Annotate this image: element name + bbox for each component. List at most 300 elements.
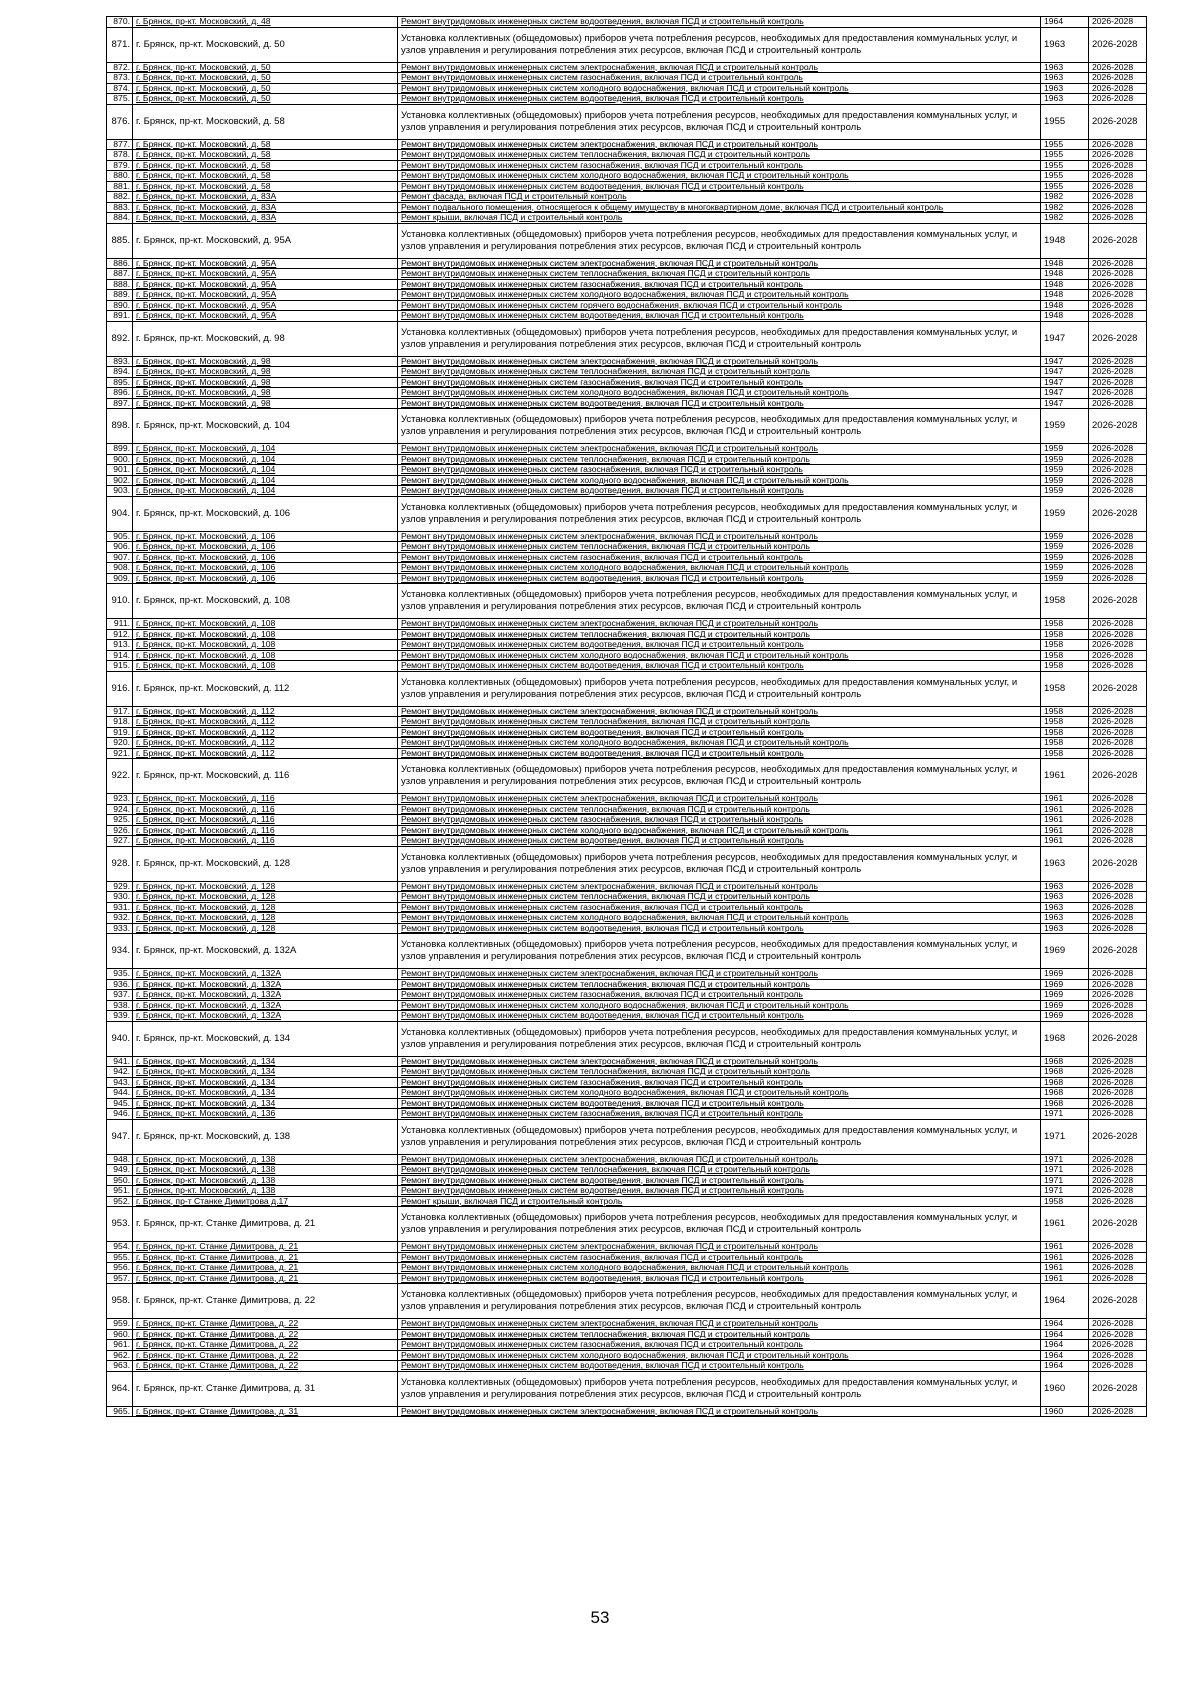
row-number: 929. xyxy=(107,881,133,892)
work-type-cell: Ремонт внутридомовых инженерных систем водоотведения, включая ПСД и строительный контроль xyxy=(398,1011,1041,1022)
table-row xyxy=(107,1119,1147,1154)
period-cell: 2026-2028 xyxy=(1089,83,1147,94)
table-row xyxy=(107,619,1147,630)
work-type-cell: Ремонт внутридомовых инженерных систем водоотведения, включая ПСД и строительный контроль xyxy=(398,17,1041,28)
period-cell: 2026-2028 xyxy=(1089,213,1147,224)
row-number: 925. xyxy=(107,815,133,826)
row-number: 946. xyxy=(107,1109,133,1120)
work-type-cell: Установка коллективных (общедомовых) приборов учета потребления ресурсов, необходимых для предоставления коммунальных услуг, и узлов управления и регулирования потребления этих ресурсов, включая ПСД и строительный контроль xyxy=(398,496,1041,531)
period-cell: 2026-2028 xyxy=(1089,377,1147,388)
row-number: 909. xyxy=(107,573,133,584)
table-row xyxy=(107,552,1147,563)
year-built-cell: 1963 xyxy=(1041,892,1089,903)
year-built-cell: 1963 xyxy=(1041,94,1089,105)
work-type-cell: Ремонт внутридомовых инженерных систем газоснабжения, включая ПСД и строительный контроль xyxy=(398,465,1041,476)
year-built-cell: 1982 xyxy=(1041,213,1089,224)
period-cell: 2026-2028 xyxy=(1089,969,1147,980)
period-cell: 2026-2028 xyxy=(1089,531,1147,542)
period-cell: 2026-2028 xyxy=(1089,629,1147,640)
period-cell: 2026-2028 xyxy=(1089,542,1147,553)
period-cell: 2026-2028 xyxy=(1089,1175,1147,1186)
row-number: 948. xyxy=(107,1154,133,1165)
address-cell: г. Брянск, пр-кт. Московский, д. 112 xyxy=(133,671,398,706)
row-number: 897. xyxy=(107,398,133,409)
address-cell: г. Брянск, пр-кт. Московский, д. 98 xyxy=(133,356,398,367)
table-row xyxy=(107,1350,1147,1361)
address-cell: г. Брянск, пр-кт. Московский, д. 138 xyxy=(133,1175,398,1186)
year-built-cell: 1947 xyxy=(1041,398,1089,409)
row-number: 905. xyxy=(107,531,133,542)
period-cell: 2026-2028 xyxy=(1089,300,1147,311)
period-cell: 2026-2028 xyxy=(1089,139,1147,150)
row-number: 951. xyxy=(107,1186,133,1197)
work-type-cell: Установка коллективных (общедомовых) приборов учета потребления ресурсов, необходимых для предоставления коммунальных услуг, и узлов управления и регулирования потребления этих ресурсов, включая ПСД и строительный контроль xyxy=(398,1207,1041,1242)
row-number: 942. xyxy=(107,1067,133,1078)
work-type-cell: Ремонт внутридомовых инженерных систем водоотведения, включая ПСД и строительный контроль xyxy=(398,1273,1041,1284)
address-cell: г. Брянск, пр-кт. Московский, д. 108 xyxy=(133,629,398,640)
address-cell: г. Брянск, пр-кт. Московский, д. 108 xyxy=(133,650,398,661)
period-cell: 2026-2028 xyxy=(1089,1329,1147,1340)
period-cell: 2026-2028 xyxy=(1089,94,1147,105)
work-type-cell: Ремонт внутридомовых инженерных систем холодного водоснабжения, включая ПСД и строительный контроль xyxy=(398,290,1041,301)
period-cell: 2026-2028 xyxy=(1089,990,1147,1001)
period-cell: 2026-2028 xyxy=(1089,279,1147,290)
year-built-cell: 1982 xyxy=(1041,192,1089,203)
table-row xyxy=(107,531,1147,542)
row-number: 962. xyxy=(107,1350,133,1361)
period-cell: 2026-2028 xyxy=(1089,913,1147,924)
year-built-cell: 1963 xyxy=(1041,73,1089,84)
year-built-cell: 1968 xyxy=(1041,1077,1089,1088)
period-cell: 2026-2028 xyxy=(1089,1319,1147,1330)
period-cell: 2026-2028 xyxy=(1089,1109,1147,1120)
period-cell: 2026-2028 xyxy=(1089,1119,1147,1154)
work-type-cell: Ремонт внутридомовых инженерных систем газоснабжения, включая ПСД и строительный контроль xyxy=(398,902,1041,913)
address-cell: г. Брянск, пр-кт. Московский, д. 50 xyxy=(133,62,398,73)
address-cell: г. Брянск, пр-кт. Московский, д. 116 xyxy=(133,804,398,815)
year-built-cell: 1959 xyxy=(1041,444,1089,455)
year-built-cell: 1964 xyxy=(1041,1319,1089,1330)
year-built-cell: 1955 xyxy=(1041,150,1089,161)
year-built-cell: 1959 xyxy=(1041,563,1089,574)
page-number: 53 xyxy=(590,1608,610,1627)
table-row xyxy=(107,223,1147,258)
row-number: 931. xyxy=(107,902,133,913)
period-cell: 2026-2028 xyxy=(1089,1196,1147,1207)
table-row xyxy=(107,584,1147,619)
period-cell: 2026-2028 xyxy=(1089,923,1147,934)
year-built-cell: 1961 xyxy=(1041,794,1089,805)
period-cell: 2026-2028 xyxy=(1089,640,1147,651)
year-built-cell: 1958 xyxy=(1041,661,1089,672)
period-cell: 2026-2028 xyxy=(1089,27,1147,62)
work-type-cell: Установка коллективных (общедомовых) приборов учета потребления ресурсов, необходимых для предоставления коммунальных услуг, и узлов управления и регулирования потребления этих ресурсов, включая ПСД и строительный контроль xyxy=(398,759,1041,794)
row-number: 872. xyxy=(107,62,133,73)
address-cell: г. Брянск, пр-кт. Московский, д. 134 xyxy=(133,1056,398,1067)
period-cell: 2026-2028 xyxy=(1089,717,1147,728)
year-built-cell: 1959 xyxy=(1041,573,1089,584)
period-cell: 2026-2028 xyxy=(1089,311,1147,322)
year-built-cell: 1963 xyxy=(1041,902,1089,913)
address-cell: г. Брянск, пр-кт. Московский, д. 116 xyxy=(133,836,398,847)
address-cell: г. Брянск, пр-кт. Московский, д. 83А xyxy=(133,192,398,203)
address-cell: г. Брянск, пр-кт. Московский, д. 108 xyxy=(133,584,398,619)
table-row xyxy=(107,94,1147,105)
year-built-cell: 1948 xyxy=(1041,279,1089,290)
row-number: 939. xyxy=(107,1011,133,1022)
address-cell: г. Брянск, пр-кт. Станке Димитрова, д. 22 xyxy=(133,1350,398,1361)
row-number: 965. xyxy=(107,1406,133,1417)
table-row xyxy=(107,1154,1147,1165)
row-number: 893. xyxy=(107,356,133,367)
address-cell: г. Брянск, пр-кт. Московский, д. 58 xyxy=(133,160,398,171)
work-type-cell: Ремонт внутридомовых инженерных систем холодного водоснабжения, включая ПСД и строительный контроль xyxy=(398,1000,1041,1011)
year-built-cell: 1959 xyxy=(1041,542,1089,553)
work-type-cell: Ремонт внутридомовых инженерных систем электроснабжения, включая ПСД и строительный контроль xyxy=(398,1154,1041,1165)
address-cell: г. Брянск, пр-кт. Московский, д. 58 xyxy=(133,171,398,182)
period-cell: 2026-2028 xyxy=(1089,804,1147,815)
address-cell: г. Брянск, пр-кт. Московский, д. 98 xyxy=(133,321,398,356)
table-row xyxy=(107,969,1147,980)
period-cell: 2026-2028 xyxy=(1089,321,1147,356)
period-cell: 2026-2028 xyxy=(1089,619,1147,630)
period-cell: 2026-2028 xyxy=(1089,475,1147,486)
work-type-cell: Ремонт внутридомовых инженерных систем водоотведения, включая ПСД и строительный контроль xyxy=(398,1186,1041,1197)
table-row xyxy=(107,979,1147,990)
table-row xyxy=(107,321,1147,356)
year-built-cell: 1955 xyxy=(1041,104,1089,139)
table-row xyxy=(107,650,1147,661)
repair-schedule-table xyxy=(106,16,1147,1417)
address-cell: г. Брянск, пр-кт. Московский, д. 134 xyxy=(133,1067,398,1078)
row-number: 933. xyxy=(107,923,133,934)
work-type-cell: Установка коллективных (общедомовых) приборов учета потребления ресурсов, необходимых для предоставления коммунальных услуг, и узлов управления и регулирования потребления этих ресурсов, включая ПСД и строительный контроль xyxy=(398,409,1041,444)
row-number: 903. xyxy=(107,486,133,497)
table-row xyxy=(107,671,1147,706)
year-built-cell: 1963 xyxy=(1041,27,1089,62)
table-row xyxy=(107,83,1147,94)
table-row xyxy=(107,496,1147,531)
row-number: 900. xyxy=(107,454,133,465)
table-row xyxy=(107,73,1147,84)
period-cell: 2026-2028 xyxy=(1089,671,1147,706)
table-row xyxy=(107,269,1147,280)
table-row xyxy=(107,1252,1147,1263)
work-type-cell: Ремонт крыши, включая ПСД и строительный контроль xyxy=(398,213,1041,224)
address-cell: г. Брянск, пр-кт. Московский, д. 116 xyxy=(133,794,398,805)
table-row xyxy=(107,1406,1147,1417)
work-type-cell: Установка коллективных (общедомовых) приборов учета потребления ресурсов, необходимых для предоставления коммунальных услуг, и узлов управления и регулирования потребления этих ресурсов, включая ПСД и строительный контроль xyxy=(398,1021,1041,1056)
work-type-cell: Ремонт внутридомовых инженерных систем газоснабжения, включая ПСД и строительный контроль xyxy=(398,377,1041,388)
work-type-cell: Ремонт внутридомовых инженерных систем холодного водоснабжения, включая ПСД и строительный контроль xyxy=(398,1263,1041,1274)
row-number: 928. xyxy=(107,846,133,881)
work-type-cell: Ремонт внутридомовых инженерных систем газоснабжения, включая ПСД и строительный контроль xyxy=(398,1109,1041,1120)
period-cell: 2026-2028 xyxy=(1089,465,1147,476)
year-built-cell: 1963 xyxy=(1041,881,1089,892)
table-row xyxy=(107,804,1147,815)
table-row xyxy=(107,1109,1147,1120)
year-built-cell: 1969 xyxy=(1041,934,1089,969)
row-number: 918. xyxy=(107,717,133,728)
row-number: 919. xyxy=(107,727,133,738)
work-type-cell: Ремонт внутридомовых инженерных систем электроснабжения, включая ПСД и строительный контроль xyxy=(398,1406,1041,1417)
year-built-cell: 1971 xyxy=(1041,1186,1089,1197)
address-cell: г. Брянск, пр-кт. Московский, д. 58 xyxy=(133,181,398,192)
period-cell: 2026-2028 xyxy=(1089,104,1147,139)
work-type-cell: Ремонт внутридомовых инженерных систем холодного водоснабжения, включая ПСД и строительный контроль xyxy=(398,563,1041,574)
address-cell: г. Брянск, пр-кт. Московский, д. 106 xyxy=(133,496,398,531)
table-row xyxy=(107,1165,1147,1176)
table-row xyxy=(107,1242,1147,1253)
year-built-cell: 1961 xyxy=(1041,1252,1089,1263)
row-number: 938. xyxy=(107,1000,133,1011)
year-built-cell: 1963 xyxy=(1041,846,1089,881)
row-number: 879. xyxy=(107,160,133,171)
year-built-cell: 1959 xyxy=(1041,409,1089,444)
work-type-cell: Ремонт фасада, включая ПСД и строительный контроль xyxy=(398,192,1041,203)
work-type-cell: Установка коллективных (общедомовых) приборов учета потребления ресурсов, необходимых для предоставления коммунальных услуг, и узлов управления и регулирования потребления этих ресурсов, включая ПСД и строительный контроль xyxy=(398,27,1041,62)
address-cell: г. Брянск, пр-кт. Московский, д. 112 xyxy=(133,738,398,749)
table-row xyxy=(107,738,1147,749)
year-built-cell: 1947 xyxy=(1041,388,1089,399)
period-cell: 2026-2028 xyxy=(1089,388,1147,399)
address-cell: г. Брянск, пр-кт. Станке Димитрова, д. 21 xyxy=(133,1252,398,1263)
year-built-cell: 1968 xyxy=(1041,1098,1089,1109)
row-number: 955. xyxy=(107,1252,133,1263)
row-number: 922. xyxy=(107,759,133,794)
address-cell: г. Брянск, пр-кт. Станке Димитрова, д. 21 xyxy=(133,1207,398,1242)
period-cell: 2026-2028 xyxy=(1089,552,1147,563)
period-cell: 2026-2028 xyxy=(1089,706,1147,717)
row-number: 934. xyxy=(107,934,133,969)
table-row xyxy=(107,1067,1147,1078)
period-cell: 2026-2028 xyxy=(1089,398,1147,409)
table-body xyxy=(107,17,1147,1417)
year-built-cell: 1968 xyxy=(1041,1067,1089,1078)
address-cell: г. Брянск, пр-кт. Московский, д. 50 xyxy=(133,27,398,62)
work-type-cell: Ремонт крыши, включая ПСД и строительный контроль xyxy=(398,1196,1041,1207)
period-cell: 2026-2028 xyxy=(1089,1011,1147,1022)
year-built-cell: 1969 xyxy=(1041,969,1089,980)
work-type-cell: Ремонт внутридомовых инженерных систем теплоснабжения, включая ПСД и строительный контроль xyxy=(398,150,1041,161)
table-row xyxy=(107,1021,1147,1056)
year-built-cell: 1948 xyxy=(1041,290,1089,301)
row-number: 927. xyxy=(107,836,133,847)
year-built-cell: 1968 xyxy=(1041,1056,1089,1067)
table-row xyxy=(107,717,1147,728)
work-type-cell: Ремонт внутридомовых инженерных систем электроснабжения, включая ПСД и строительный контроль xyxy=(398,258,1041,269)
work-type-cell: Ремонт внутридомовых инженерных систем водоотведения, включая ПСД и строительный контроль xyxy=(398,1098,1041,1109)
period-cell: 2026-2028 xyxy=(1089,1350,1147,1361)
row-number: 870. xyxy=(107,17,133,28)
row-number: 906. xyxy=(107,542,133,553)
row-number: 876. xyxy=(107,104,133,139)
period-cell: 2026-2028 xyxy=(1089,815,1147,826)
row-number: 878. xyxy=(107,150,133,161)
address-cell: г. Брянск, пр-кт. Московский, д. 104 xyxy=(133,409,398,444)
period-cell: 2026-2028 xyxy=(1089,748,1147,759)
address-cell: г. Брянск, пр-кт. Московский, д. 106 xyxy=(133,542,398,553)
row-number: 894. xyxy=(107,367,133,378)
address-cell: г. Брянск, пр-кт. Московский, д. 112 xyxy=(133,727,398,738)
table-row xyxy=(107,881,1147,892)
period-cell: 2026-2028 xyxy=(1089,738,1147,749)
address-cell: г. Брянск, пр-кт. Московский, д. 104 xyxy=(133,475,398,486)
table-row xyxy=(107,104,1147,139)
year-built-cell: 1959 xyxy=(1041,496,1089,531)
work-type-cell: Ремонт внутридомовых инженерных систем электроснабжения, включая ПСД и строительный контроль xyxy=(398,969,1041,980)
period-cell: 2026-2028 xyxy=(1089,1406,1147,1417)
year-built-cell: 1961 xyxy=(1041,1242,1089,1253)
period-cell: 2026-2028 xyxy=(1089,73,1147,84)
work-type-cell: Ремонт внутридомовых инженерных систем водоотведения, включая ПСД и строительный контроль xyxy=(398,640,1041,651)
row-number: 883. xyxy=(107,202,133,213)
table-row xyxy=(107,1196,1147,1207)
period-cell: 2026-2028 xyxy=(1089,496,1147,531)
table-row xyxy=(107,377,1147,388)
period-cell: 2026-2028 xyxy=(1089,1077,1147,1088)
work-type-cell: Ремонт внутридомовых инженерных систем электроснабжения, включая ПСД и строительный контроль xyxy=(398,356,1041,367)
work-type-cell: Ремонт внутридомовых инженерных систем холодного водоснабжения, включая ПСД и строительный контроль xyxy=(398,650,1041,661)
address-cell: г. Брянск, пр-кт. Станке Димитрова, д. 21 xyxy=(133,1263,398,1274)
work-type-cell: Ремонт внутридомовых инженерных систем электроснабжения, включая ПСД и строительный контроль xyxy=(398,706,1041,717)
year-built-cell: 1971 xyxy=(1041,1175,1089,1186)
work-type-cell: Ремонт внутридомовых инженерных систем теплоснабжения, включая ПСД и строительный контроль xyxy=(398,629,1041,640)
year-built-cell: 1958 xyxy=(1041,738,1089,749)
period-cell: 2026-2028 xyxy=(1089,171,1147,182)
table-row xyxy=(107,1056,1147,1067)
table-row xyxy=(107,160,1147,171)
row-number: 917. xyxy=(107,706,133,717)
work-type-cell: Ремонт внутридомовых инженерных систем водоотведения, включая ПСД и строительный контроль xyxy=(398,661,1041,672)
row-number: 959. xyxy=(107,1319,133,1330)
row-number: 930. xyxy=(107,892,133,903)
address-cell: г. Брянск, пр-кт. Московский, д. 98 xyxy=(133,377,398,388)
row-number: 915. xyxy=(107,661,133,672)
period-cell: 2026-2028 xyxy=(1089,1371,1147,1406)
table-row xyxy=(107,150,1147,161)
year-built-cell: 1959 xyxy=(1041,552,1089,563)
table-row xyxy=(107,1319,1147,1330)
period-cell: 2026-2028 xyxy=(1089,902,1147,913)
table-row xyxy=(107,902,1147,913)
address-cell: г. Брянск, пр-кт. Московский, д. 128 xyxy=(133,881,398,892)
row-number: 954. xyxy=(107,1242,133,1253)
year-built-cell: 1958 xyxy=(1041,671,1089,706)
work-type-cell: Ремонт внутридомовых инженерных систем холодного водоснабжения, включая ПСД и строительный контроль xyxy=(398,475,1041,486)
period-cell: 2026-2028 xyxy=(1089,1056,1147,1067)
work-type-cell: Установка коллективных (общедомовых) приборов учета потребления ресурсов, необходимых для предоставления коммунальных услуг, и узлов управления и регулирования потребления этих ресурсов, включая ПСД и строительный контроль xyxy=(398,584,1041,619)
year-built-cell: 1959 xyxy=(1041,465,1089,476)
row-number: 886. xyxy=(107,258,133,269)
address-cell: г. Брянск, пр-кт. Московский, д. 104 xyxy=(133,454,398,465)
year-built-cell: 1969 xyxy=(1041,1011,1089,1022)
year-built-cell: 1963 xyxy=(1041,913,1089,924)
table-row xyxy=(107,1186,1147,1197)
period-cell: 2026-2028 xyxy=(1089,269,1147,280)
period-cell: 2026-2028 xyxy=(1089,1067,1147,1078)
address-cell: г. Брянск, пр-кт. Московский, д. 132А xyxy=(133,979,398,990)
row-number: 899. xyxy=(107,444,133,455)
address-cell: г. Брянск, пр-кт. Московский, д. 104 xyxy=(133,486,398,497)
address-cell: г. Брянск, пр-кт. Станке Димитрова, д. 22 xyxy=(133,1340,398,1351)
year-built-cell: 1959 xyxy=(1041,531,1089,542)
year-built-cell: 1968 xyxy=(1041,1088,1089,1099)
row-number: 923. xyxy=(107,794,133,805)
row-number: 895. xyxy=(107,377,133,388)
row-number: 935. xyxy=(107,969,133,980)
address-cell: г. Брянск, пр-кт. Московский, д. 83А xyxy=(133,213,398,224)
address-cell: г. Брянск, пр-кт. Московский, д. 132А xyxy=(133,969,398,980)
address-cell: г. Брянск, пр-кт. Московский, д. 116 xyxy=(133,825,398,836)
row-number: 912. xyxy=(107,629,133,640)
period-cell: 2026-2028 xyxy=(1089,1273,1147,1284)
work-type-cell: Ремонт внутридомовых инженерных систем электроснабжения, включая ПСД и строительный контроль xyxy=(398,62,1041,73)
address-cell: г. Брянск, пр-кт. Московский, д. 112 xyxy=(133,706,398,717)
row-number: 874. xyxy=(107,83,133,94)
year-built-cell: 1961 xyxy=(1041,1263,1089,1274)
address-cell: г. Брянск, пр-кт. Московский, д. 108 xyxy=(133,619,398,630)
work-type-cell: Ремонт внутридомовых инженерных систем водоотведения, включая ПСД и строительный контроль xyxy=(398,181,1041,192)
year-built-cell: 1961 xyxy=(1041,1207,1089,1242)
year-built-cell: 1961 xyxy=(1041,759,1089,794)
table-row xyxy=(107,661,1147,672)
work-type-cell: Ремонт внутридомовых инженерных систем электроснабжения, включая ПСД и строительный контроль xyxy=(398,1056,1041,1067)
table-row xyxy=(107,1000,1147,1011)
row-number: 907. xyxy=(107,552,133,563)
work-type-cell: Установка коллективных (общедомовых) приборов учета потребления ресурсов, необходимых для предоставления коммунальных услуг, и узлов управления и регулирования потребления этих ресурсов, включая ПСД и строительный контроль xyxy=(398,223,1041,258)
year-built-cell: 1964 xyxy=(1041,1340,1089,1351)
table-row xyxy=(107,1361,1147,1372)
year-built-cell: 1958 xyxy=(1041,584,1089,619)
work-type-cell: Ремонт внутридомовых инженерных систем теплоснабжения, включая ПСД и строительный контроль xyxy=(398,542,1041,553)
period-cell: 2026-2028 xyxy=(1089,1088,1147,1099)
address-cell: г. Брянск, пр-кт. Московский, д. 98 xyxy=(133,398,398,409)
address-cell: г. Брянск, пр-кт. Московский, д. 106 xyxy=(133,563,398,574)
address-cell: г. Брянск, пр-кт. Московский, д. 108 xyxy=(133,661,398,672)
period-cell: 2026-2028 xyxy=(1089,192,1147,203)
table-row xyxy=(107,27,1147,62)
table-row xyxy=(107,1340,1147,1351)
table-row xyxy=(107,573,1147,584)
address-cell: г. Брянск, пр-кт. Московский, д. 132А xyxy=(133,1000,398,1011)
year-built-cell: 1955 xyxy=(1041,160,1089,171)
row-number: 947. xyxy=(107,1119,133,1154)
row-number: 921. xyxy=(107,748,133,759)
address-cell: г. Брянск, пр-кт. Станке Димитрова, д. 22 xyxy=(133,1361,398,1372)
work-type-cell: Ремонт внутридомовых инженерных систем водоотведения, включая ПСД и строительный контроль xyxy=(398,311,1041,322)
address-cell: г. Брянск, пр-кт. Московский, д. 58 xyxy=(133,150,398,161)
table-row xyxy=(107,706,1147,717)
table-row xyxy=(107,1098,1147,1109)
work-type-cell: Ремонт внутридомовых инженерных систем холодного водоснабжения, включая ПСД и строительный контроль xyxy=(398,825,1041,836)
address-cell: г. Брянск, пр-кт. Московский, д. 104 xyxy=(133,465,398,476)
address-cell: г. Брянск, пр-кт. Станке Димитрова, д. 22 xyxy=(133,1319,398,1330)
period-cell: 2026-2028 xyxy=(1089,223,1147,258)
address-cell: г. Брянск, пр-кт. Московский, д. 138 xyxy=(133,1119,398,1154)
table-row xyxy=(107,17,1147,28)
work-type-cell: Установка коллективных (общедомовых) приборов учета потребления ресурсов, необходимых для предоставления коммунальных услуг, и узлов управления и регулирования потребления этих ресурсов, включая ПСД и строительный контроль xyxy=(398,1371,1041,1406)
address-cell: г. Брянск, пр-кт. Станке Димитрова, д. 31 xyxy=(133,1406,398,1417)
table-row xyxy=(107,1273,1147,1284)
row-number: 937. xyxy=(107,990,133,1001)
address-cell: г. Брянск, пр-кт. Станке Димитрова, д. 21 xyxy=(133,1273,398,1284)
address-cell: г. Брянск, пр-кт. Станке Димитрова, д. 21 xyxy=(133,1242,398,1253)
year-built-cell: 1948 xyxy=(1041,269,1089,280)
row-number: 963. xyxy=(107,1361,133,1372)
year-built-cell: 1960 xyxy=(1041,1371,1089,1406)
address-cell: г. Брянск, пр-кт. Московский, д. 128 xyxy=(133,913,398,924)
